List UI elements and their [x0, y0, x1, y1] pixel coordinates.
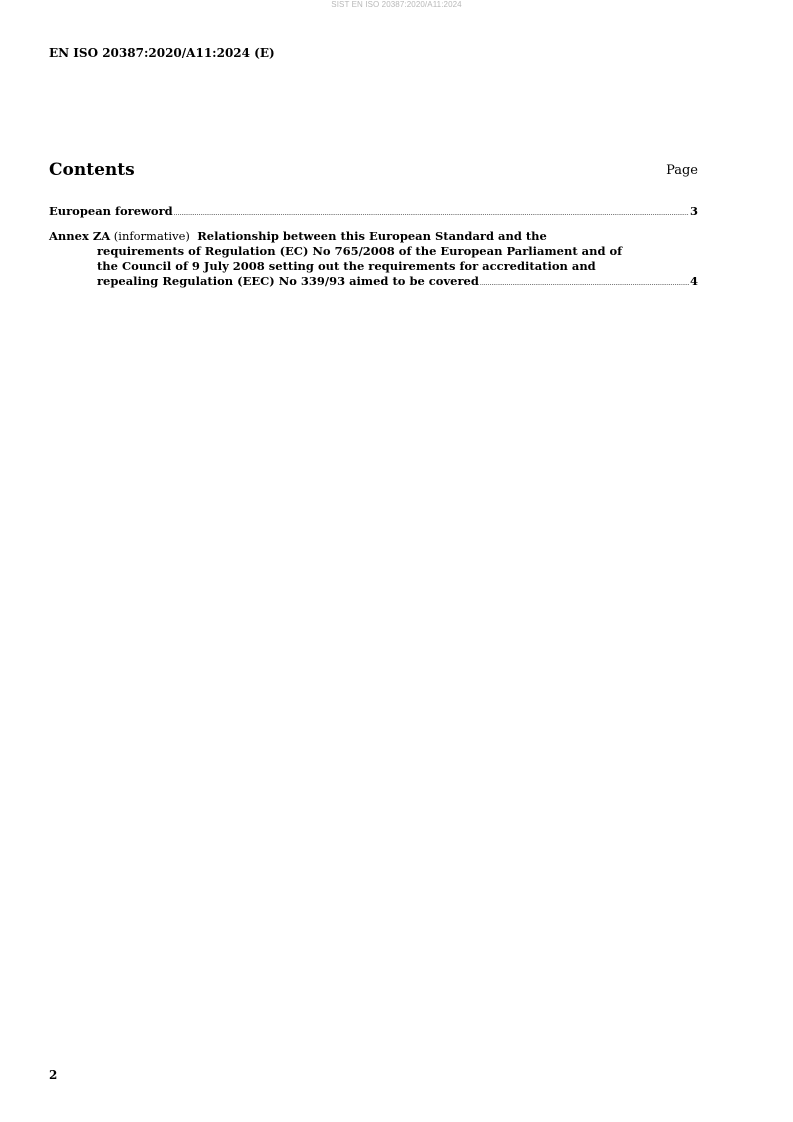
dot-leader	[174, 206, 689, 221]
toc-entry-annex-za[interactable]	[49, 229, 698, 291]
annex-label: Annex ZA	[49, 229, 111, 243]
annex-title-line-2: requirements of Regulation (EC) No 765/2008 of the European Parliament and of	[97, 244, 623, 258]
toc-entry-european-foreword[interactable]	[49, 204, 698, 221]
watermark-text: SIST EN ISO 20387:2020/A11:2024	[331, 0, 462, 9]
annex-title-line-4: repealing Regulation (EEC) No 339/93 aimed to be covered	[97, 274, 479, 288]
annex-title-line-3: the Council of 9 July 2008 setting out the requirements for accreditation and	[97, 259, 596, 273]
toc-entry-page: 4	[689, 274, 698, 288]
page-column-label: Page	[666, 163, 698, 178]
toc-entry-title: European foreword	[49, 204, 173, 218]
page-number: 2	[49, 1068, 58, 1082]
document-identifier: EN ISO 20387:2020/A11:2024 (E)	[49, 46, 275, 60]
toc-entry-page: 3	[689, 204, 698, 218]
annex-info: (informative)	[113, 229, 190, 243]
annex-title-line-1: Relationship between this European Standard and the	[197, 229, 547, 243]
dot-leader	[480, 276, 689, 291]
contents-heading: Contents	[49, 160, 135, 180]
